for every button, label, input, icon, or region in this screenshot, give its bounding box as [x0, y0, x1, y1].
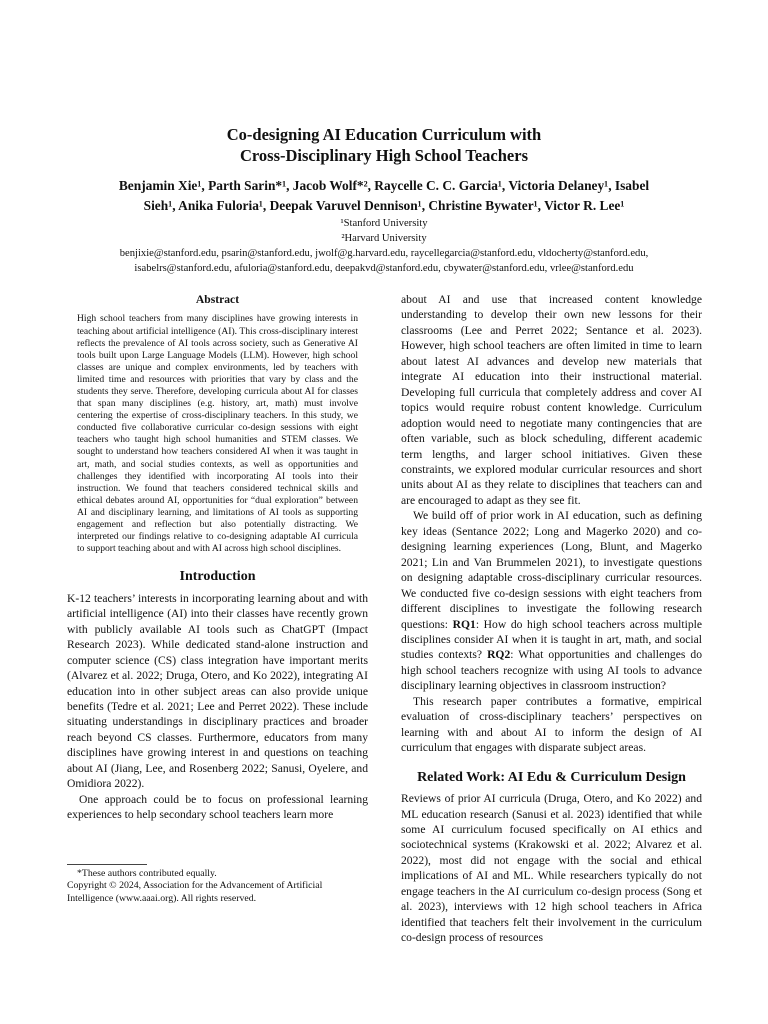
intro-paragraph-2-cont: about AI and use that increased content knowledge understanding to develop their own new lessons for their classrooms (Lee and Perret 2022; Sentance et al. 2023). However, high school teachers are often limited in time to learn about latest AI advances and develop new materials that integrate AI education into their instructional material. Developing full curricula that completely address and cover AI topics would require robust content knowledge. Curriculum adoption would need to negotiate many contingencies that are often variable, such as block scheduling, different academic term lengths, and larger school initiatives. Given these constraints, we explored modular curricular resources and short units about AI as they relate to disciplines that teachers can and are encouraged to adapt as they see fit. [401, 293, 702, 507]
affiliations [0, 216, 768, 246]
title-line-2: Cross-Disciplinary High School Teachers [239, 146, 529, 165]
right-column [401, 292, 702, 946]
footnotes [67, 864, 368, 905]
related-work-paragraph-1: Reviews of prior AI curricula (Druga, Otero, and Ko 2022) and ML education research (Sanusi et al. 2023) identified that while some AI curriculum focused specifically on AI ethics and sociotechnical systems (Krakowski et al. 2022; Alvarez et al. 2022), most did not engage with the social and ethical implications of AI and ML. While researchers typically do not engage teachers in the AI curriculum co-design process (Song et al. 2023), interviews with 12 high school teachers in Africa identified that teachers felt their involvement in the curriculum co-design process of resources [401, 792, 702, 945]
rq2-label: RQ2 [487, 648, 511, 662]
abstract-text: High school teachers from many disciplines have growing interests in teaching about artificial intelligence (AI). This cross-disciplinary interest reflects the prevalence of AI tools across society, such as Generative AI tools built upon Large Language Models (LLM). However, high school classes are unique and complex environments, led by teachers with limited time and resources with priorities that vary by class and the students they serve. Therefore, developing curricula about AI for classes that span many disciplines (e.g. history, art, math) must involve centering the expertise of cross-disciplinary teachers. In this study, we conducted five collaborative curricular co-design sessions with eight teachers who taught high school humanities and STEM classes. We sought to understand how teachers considered AI when it was taught in art, math, and social studies contexts, as well as opportunities and challenges they identified with incorporating AI tools into their instruction. We found that teachers considered technical skills and ethical debates around AI, opportunities for “dual exploration” between AI and disciplinary learning, and limitations of AI tools as supporting engagement and reflection but also potentially distracting. We interpreted our findings relative to co-designing adaptable AI curricula to support teaching about and with AI across high school disciplines. [77, 313, 358, 555]
rq1-text: : How do high school teachers across multiple disciplines consider AI when it is taught in art, math, and social studies contexts? [401, 617, 702, 662]
authors-line-2: Sieh¹, Anika Fuloria¹, Deepak Varuvel Dennison¹, Christine Bywater¹, Victor R. Lee¹ [143, 198, 625, 213]
intro-paragraph-3 [401, 508, 702, 693]
title-line-1: Co-designing AI Education Curriculum with [226, 125, 542, 144]
left-column [67, 292, 368, 823]
affiliation-1: ¹Stanford University [340, 218, 428, 229]
paper-title [0, 124, 768, 166]
author-emails [40, 246, 728, 276]
related-work-heading: Related Work: AI Edu & Curriculum Design [417, 769, 686, 785]
rq-intro-text: We build off of prior work in AI education, such as defining key ideas (Sentance 2022; Long and Magerko 2020) and co-designing learning experiences (Long, Blunt, and Magerko 2021; Lin and Van Brummelen 2021), to investigate questions on designing adaptable cross-disciplinary curricular resources. We conducted five co-design sessions with eight teachers from different disciplines to investigate the following research questions: [401, 509, 702, 631]
intro-paragraph-4: This research paper contributes a formative, empirical evaluation of cross-disciplinary teachers’ perspectives on learning with and about AI to inform the design of AI curriculum that engages with disparate subject areas. [401, 694, 702, 755]
author-list [70, 176, 698, 216]
affiliation-2: ²Harvard University [341, 233, 427, 244]
intro-paragraph-2: One approach could be to focus on professional learning experiences to help secondary school teachers learn more [67, 792, 368, 822]
rq2-text: : What opportunities and challenges do high school teachers recognize with using AI tools to advance disciplinary learning objectives in classroom instruction? [401, 648, 702, 693]
introduction-heading: Introduction [179, 569, 256, 585]
copyright-notice: Copyright © 2024, Association for the Advancement of Artificial Intelligence (www.aaai.org). All rights reserved. [67, 880, 323, 904]
emails-line-2: isabelrs@stanford.edu, afuloria@stanford.edu, deepakvd@stanford.edu, cbywater@stanford.edu, vrlee@stanford.edu [134, 263, 634, 274]
authors-line-1: Benjamin Xie¹, Parth Sarin*¹, Jacob Wolf*², Raycelle C. C. Garcia¹, Victoria Delaney¹, Isabel [118, 178, 650, 193]
footnote-rule [67, 864, 147, 865]
intro-paragraph-1: K-12 teachers’ interests in incorporating learning about and with artificial intelligence (AI) into their classes have recently grown with publicly available AI tools such as ChatGPT (Impact Research 2023). While dedicated stand-alone instruction and computer science (CS) class integration have important merits (Alvarez et al. 2022; Druga, Otero, and Ko 2022), integrating AI education into in other subject areas can also provide unique benefits (Tedre et al. 2021; Lee and Perret 2022). These include situating understandings in disciplinary practices and broader reach beyond CS classes. Furthermore, educators from many disciplines have growing interest in and questions on teaching about AI (Jiang, Lee, and Rosenberg 2022; Sanusi, Oyelere, and Omidiora 2022). [67, 591, 368, 791]
emails-line-1: benjixie@stanford.edu, psarin@stanford.edu, jwolf@g.harvard.edu, raycellegarcia@stanford.edu, vldocherty@stanford.edu, [119, 248, 649, 259]
footnote-equal-contribution: *These authors contributed equally. [77, 868, 217, 879]
abstract-body [77, 313, 358, 555]
abstract-heading: Abstract [195, 293, 240, 306]
rq1-label: RQ1 [452, 617, 476, 631]
